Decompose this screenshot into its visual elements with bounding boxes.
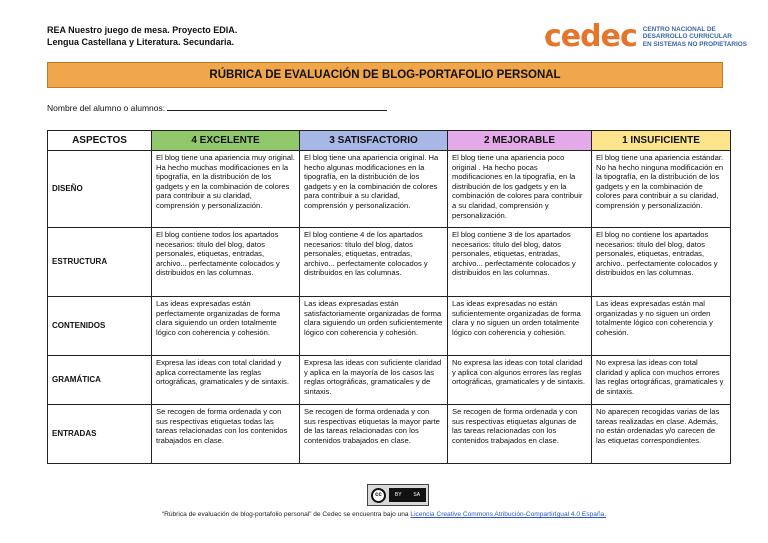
table-cell: Se recogen de forma ordenada y con sus respectivas etiquetas la mayor parte de las tareas relacionadas con los contenidos trabajados en clase. xyxy=(300,405,448,464)
table-cell: El blog tiene una apariencia estándar. No ha hecho ninguna modificación en la tipografía, en la distribución de los gadgets y en la combinación de colores para contribuir a su claridad, comprensión y personalización. xyxy=(592,151,731,228)
student-name-field xyxy=(47,102,387,113)
table-cell: El blog tiene una apariencia original. Ha hecho algunas modificaciones en la tipografía, en la distribución de los gadgets y en la combinación de colores para contribuir a su claridad, comprensión y personalización. xyxy=(300,151,448,228)
table-cell: Las ideas expresadas están satisfactoriamente organizadas de forma clara siguiendo un orden suficientemente lógico con coherencia y cohesión. xyxy=(300,297,448,356)
table-cell: El blog contiene 3 de los apartados necesarios: título del blog, datos personales, etiquetas, entradas, archivo... perfectamente colocados y distribuidos en las columnas. xyxy=(448,228,592,297)
table-cell: Se recogen de forma ordenada y con sus respectivas etiquetas algunas de las tareas relacionadas con los contenidos trabajados en clase. xyxy=(448,405,592,464)
table-row xyxy=(48,405,731,464)
page-title: RÚBRICA DE EVALUACIÓN DE BLOG-PORTAFOLIO PERSONAL xyxy=(47,62,723,88)
cedec-logo xyxy=(544,19,748,54)
logo-sub-2: DESARROLLO CURRICULAR xyxy=(642,33,732,41)
table-header-row xyxy=(48,131,731,151)
header-mejorable: 2 MEJORABLE xyxy=(448,131,592,151)
header-aspectos: ASPECTOS xyxy=(48,131,152,151)
creative-commons-icon: cc xyxy=(371,488,386,503)
table-cell: Expresa las ideas con total claridad y aplica correctamente las reglas ortográficas, gramaticales y de sintaxis. xyxy=(152,356,300,405)
table-row xyxy=(48,151,731,228)
table-cell: No expresa las ideas con total claridad y aplica con algunos errores las reglas ortográficas, gramaticales y de sintaxis. xyxy=(448,356,592,405)
table-cell: El blog tiene una apariencia muy original. Ha hecho muchas modificaciones en la tipografía, en la distribución de los gadgets y en la combinación de colores para contribuir a su claridad, comprensión y personalización. xyxy=(152,151,300,228)
table-cell: El blog no contiene los apartados necesarios: título del blog, datos personales, etiquetas, entradas, archivo.. perfectamente colocados y distribuidos en las columnas. xyxy=(592,228,731,297)
table-cell: Las ideas expresadas están perfectamente organizadas de forma clara siguiendo un orden totalmente lógico con coherencia y cohesión. xyxy=(152,297,300,356)
license-link[interactable]: Licencia Creative Commons Atribución-CompartirIgual 4.0 España. xyxy=(410,511,607,518)
table-row xyxy=(48,356,731,405)
logo-word: cedec xyxy=(544,19,637,54)
table-cell: Las ideas expresadas están mal organizadas y no siguen un orden totalmente lógico con coherencia y cohesión. xyxy=(592,297,731,356)
aspect-label: GRAMÁTICA xyxy=(48,356,152,405)
table-cell: Se recogen de forma ordenada y con sus respectivas etiquetas todas las tareas relacionadas con los contenidos trabajados en clase. xyxy=(152,405,300,464)
student-name-label: Nombre del alumno o alumnos: xyxy=(47,103,166,113)
by-label: BY xyxy=(394,492,402,498)
aspect-label: DISEÑO xyxy=(48,151,152,228)
logo-subtitle xyxy=(643,26,747,48)
logo-sub-1: CENTRO NACIONAL DE xyxy=(642,26,716,34)
header-excelente: 4 EXCELENTE xyxy=(152,131,300,151)
creative-commons-badge[interactable] xyxy=(367,484,429,506)
table-cell: El blog contiene 4 de los apartados necesarios: título del blog, datos personales, etiquetas, entradas, archivo... perfectamente colocados y distribuidos en las columnas. xyxy=(300,228,448,297)
rubric-table xyxy=(47,130,731,464)
license-footer xyxy=(0,511,768,518)
logo-sub-3: EN SISTEMAS NO PROPIETARIOS xyxy=(642,40,748,48)
header-line-1: REA Nuestro juego de mesa. Proyecto EDIA. xyxy=(47,25,238,35)
license-terms-icons xyxy=(389,488,426,502)
aspect-label: CONTENIDOS xyxy=(48,297,152,356)
sa-label: SA xyxy=(413,492,421,498)
document-header xyxy=(47,24,237,48)
table-row xyxy=(48,228,731,297)
table-cell: No expresa las ideas con total claridad y aplica con muchos errores las reglas ortográficas, gramaticales y de sintaxis. xyxy=(592,356,731,405)
header-satisfactorio: 3 SATISFACTORIO xyxy=(300,131,448,151)
table-cell: Las ideas expresadas no están suficientemente organizadas de forma clara y no siguen un orden totalmente lógico con coherencia y cohesión. xyxy=(448,297,592,356)
table-cell: El blog tiene una apariencia poco original . Ha hecho pocas modificaciones en la tipografía, en la distribución de los gadgets y en la combinación de colores para contribuir a su claridad, comprensión y personalización. xyxy=(448,151,592,228)
table-cell: No aparecen recogidas varias de las tareas realizadas en clase. Además, no están ordenadas y/o carecen de las etiquetas correspondientes. xyxy=(592,405,731,464)
footer-text: “Rúbrica de evaluación de blog-portafolio personal” de Cedec se encuentra bajo una xyxy=(161,511,411,518)
table-cell: El blog contiene todos los apartados necesarios: título del blog, datos personales, etiquetas, entradas, archivo... perfectamente colocados y distribuidos en las columnas. xyxy=(152,228,300,297)
aspect-label: ENTRADAS xyxy=(48,405,152,464)
header-line-2: Lengua Castellana y Literatura. Secundaria. xyxy=(47,37,235,47)
table-row xyxy=(48,297,731,356)
header-insuficiente: 1 INSUFICIENTE xyxy=(592,131,731,151)
aspect-label: ESTRUCTURA xyxy=(48,228,152,297)
student-name-line[interactable] xyxy=(167,102,387,111)
table-cell: Expresa las ideas con suficiente claridad y aplica en la mayoría de los casos las reglas ortográficas, gramaticales y de sintaxis. xyxy=(300,356,448,405)
